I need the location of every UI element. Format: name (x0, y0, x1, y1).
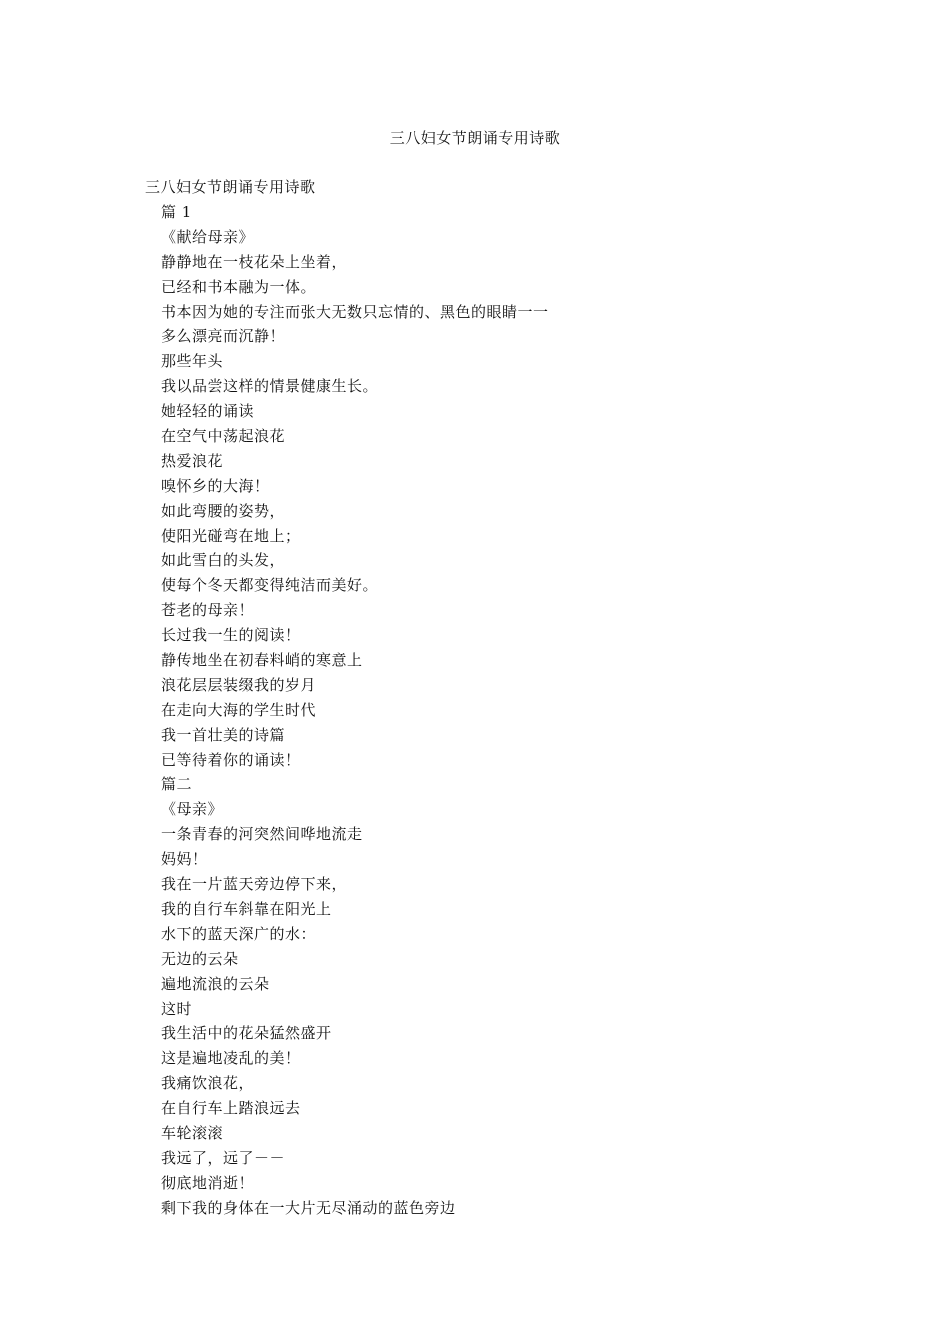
poem-line: 《母亲》 (161, 800, 224, 819)
poem-line: 浪花层层装缀我的岁月 (161, 675, 317, 694)
poem-line: 遍地流浪的云朵 (161, 974, 270, 993)
poem-line: 车轮滚滚 (161, 1123, 224, 1142)
poem-line: 篇 1 (161, 203, 192, 221)
poem-line: 已经和书本融为一体。 (161, 277, 317, 296)
poem-line: 这是遍地凌乱的美！ (161, 1049, 301, 1068)
poem-line: 苍老的母亲！ (161, 601, 255, 620)
poem-line: 多么漂亮而沉静！ (161, 327, 286, 346)
poem-line: 在走向大海的学生时代 (161, 700, 317, 719)
poem-line: 无边的云朵 (161, 949, 239, 968)
poem-line: 一条青春的河突然间哗地流走 (161, 825, 363, 844)
poem-line: 那些年头 (161, 352, 224, 371)
poem-line: 我以品尝这样的情景健康生长。 (161, 377, 379, 396)
poem-line: 我痛饮浪花， (161, 1074, 255, 1093)
poem-line: 使阳光碰弯在地上； (161, 526, 301, 545)
poem-line: 我在一片蓝天旁边停下来， (161, 875, 348, 894)
poem-line: 使每个冬天都变得纯洁而美好。 (161, 576, 379, 595)
poem-line: 如此弯腰的姿势， (161, 501, 286, 520)
poem-line: 《献给母亲》 (161, 227, 255, 246)
poem-line: 在空气中荡起浪花 (161, 427, 286, 446)
poem-line: 如此雪白的头发， (161, 551, 286, 570)
poem-line: 剩下我的身体在一大片无尽涌动的蓝色旁边 (161, 1198, 456, 1217)
document-heading: 三八妇女节朗诵专用诗歌 (145, 178, 316, 196)
poem-line: 篇二 (161, 775, 193, 794)
poem-line: 书本因为她的专注而张大无数只忘情的、黑色的眼睛一一 (161, 302, 549, 321)
poem-line: 水下的蓝天深广的水： (161, 924, 317, 943)
poem-lines (161, 202, 549, 1223)
poem-line: 嗅怀乡的大海！ (161, 476, 270, 495)
poem-line: 热爱浪花 (161, 451, 224, 470)
poem-line: 彻底地消逝！ (161, 1173, 255, 1192)
poem-line: 静静地在一枝花朵上坐着， (161, 252, 348, 271)
poem-line: 已等待着你的诵读！ (161, 750, 301, 769)
poem-line: 这时 (161, 999, 193, 1018)
poem-line: 我的自行车斜靠在阳光上 (161, 899, 332, 918)
poem-line: 在自行车上踏浪远去 (161, 1099, 301, 1118)
poem-line: 长过我一生的阅读！ (161, 626, 301, 645)
poem-line: 她轻轻的诵读 (161, 402, 255, 421)
poem-line: 静传地坐在初春料峭的寒意上 (161, 651, 363, 670)
poem-line: 我一首壮美的诗篇 (161, 725, 286, 744)
poem-line: 我远了，远了－－ (161, 1148, 286, 1167)
poem-line: 我生活中的花朵猛然盛开 (161, 1024, 332, 1043)
poem-line: 妈妈！ (161, 850, 208, 869)
document-title: 三八妇女节朗诵专用诗歌 (389, 129, 561, 147)
